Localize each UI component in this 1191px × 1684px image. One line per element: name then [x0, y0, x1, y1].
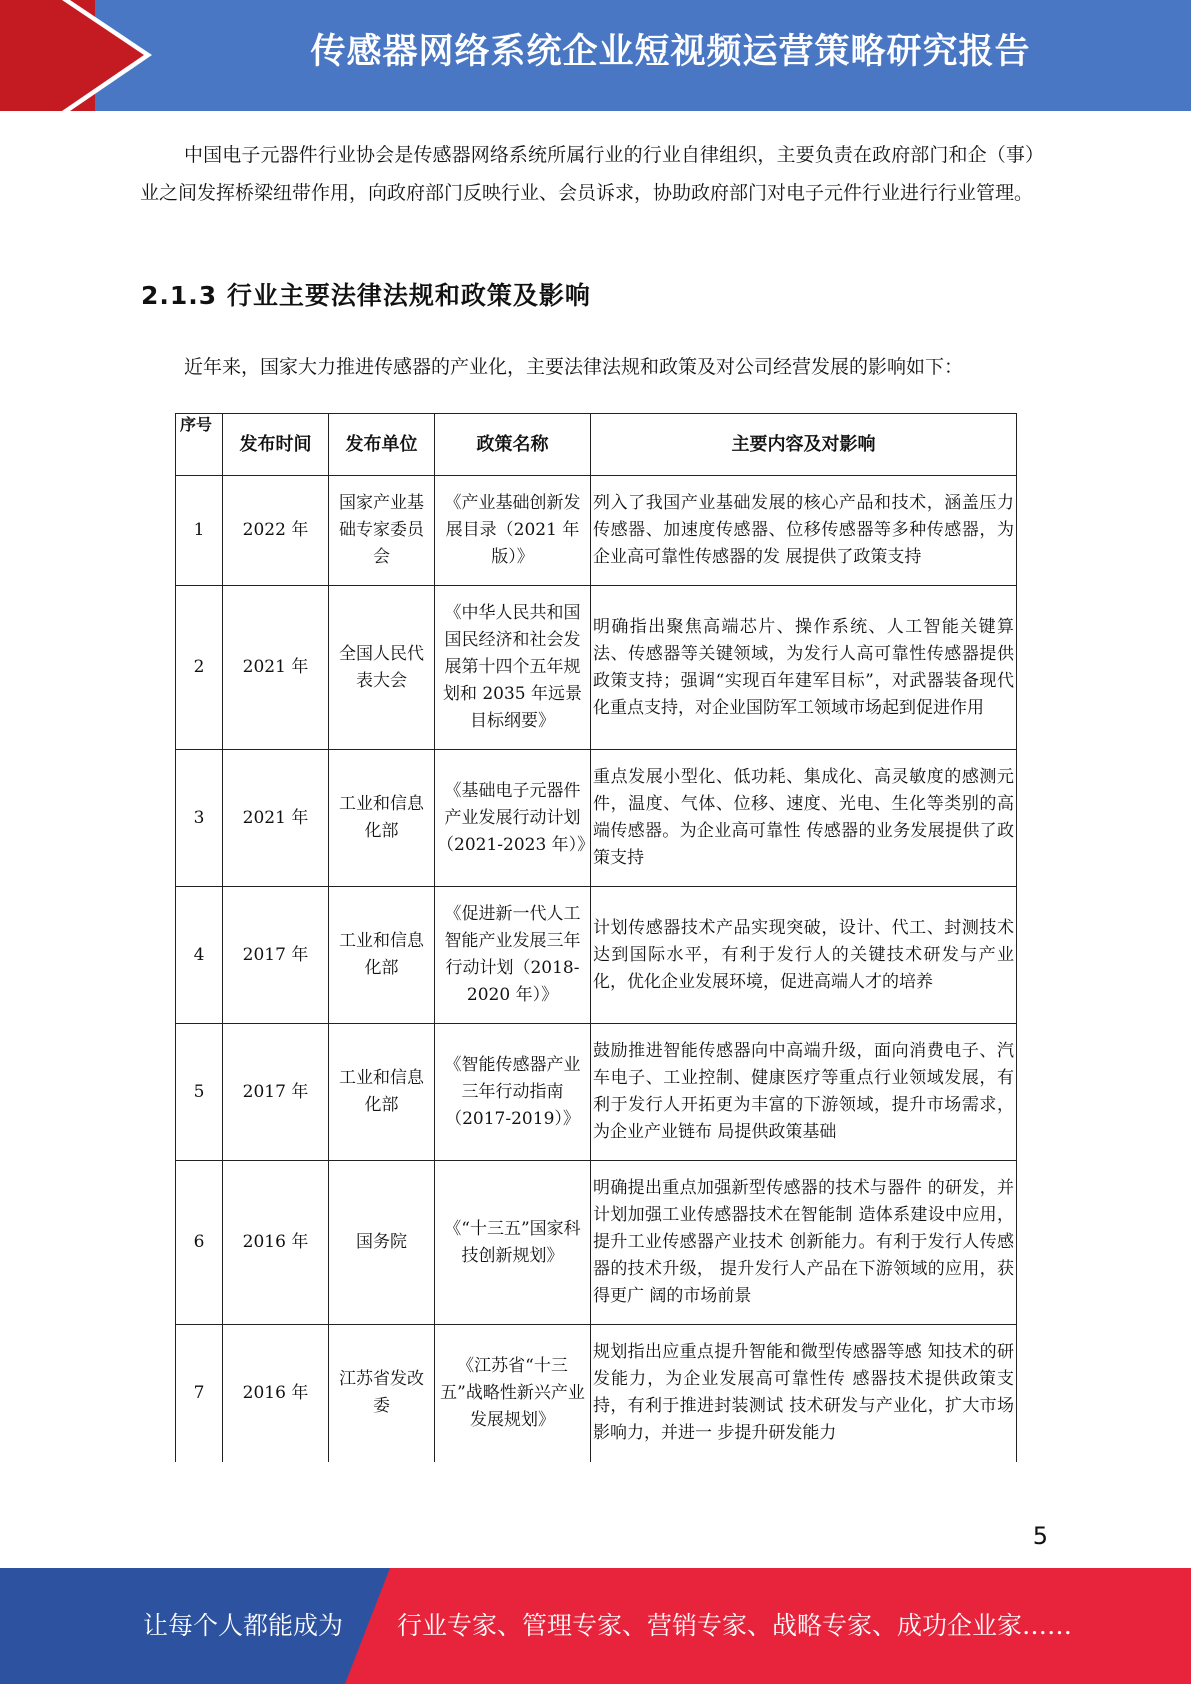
cell-content: 鼓励推进智能传感器向中高端升级，面向消费电子、汽车电子、工业控制、健康医疗等重点行业领域发展，有利于发行人开拓更为丰富的下游领域，提升市场需求，为企业产业链布 局提供政策基础	[591, 1024, 1017, 1161]
cell-issuer: 国家产业基础专家委员会	[329, 476, 435, 586]
page-footer	[0, 1568, 1191, 1684]
policy-table	[175, 413, 1017, 1462]
cell-date: 2016 年	[223, 1161, 329, 1325]
header-content: 主要内容及对影响	[591, 414, 1017, 476]
cell-seq: 4	[176, 887, 223, 1024]
header-issuer: 发布单位	[329, 414, 435, 476]
cell-policy-name: 《中华人民共和国国民经济和社会发展第十四个五年规划和 2035 年远景目标纲要》	[435, 586, 591, 750]
header-policy-name: 政策名称	[435, 414, 591, 476]
table-header-row	[176, 414, 1017, 476]
cell-issuer: 工业和信息化部	[329, 1024, 435, 1161]
cell-policy-name: 《产业基础创新发展目录（2021 年版）》	[435, 476, 591, 586]
cell-issuer: 国务院	[329, 1161, 435, 1325]
cell-issuer: 全国人民代表大会	[329, 586, 435, 750]
table-row	[176, 887, 1017, 1024]
cell-date: 2017 年	[223, 1024, 329, 1161]
cell-date: 2022 年	[223, 476, 329, 586]
cell-policy-name: 《智能传感器产业三年行动指南（2017-2019）》	[435, 1024, 591, 1161]
table-row	[176, 476, 1017, 586]
header-date: 发布时间	[223, 414, 329, 476]
cell-content: 规划指出应重点提升智能和微型传感器等感 知技术的研发能力，为企业发展高可靠性传 感器技术提供政策支持，有利于推进封装测试 技术研发与产业化，扩大市场影响力，并进一 步提升研发能力	[591, 1325, 1017, 1462]
footer-slogan-left: 让每个人都能成为	[143, 1611, 344, 1640]
cell-policy-name: 《基础电子元器件产业发展行动计划（2021-2023 年）》	[435, 750, 591, 887]
cell-content: 计划传感器技术产品实现突破，设计、代工、封测技术达到国际水平，有利于发行人的关键技术研发与产业化，优化企业发展环境，促进高端人才的培养	[591, 887, 1017, 1024]
intro-paragraph: 中国电子元器件行业协会是传感器网络系统所属行业的行业自律组织，主要负责在政府部门和企（事）业之间发挥桥梁纽带作用，向政府部门反映行业、会员诉求，协助政府部门对电子元件行业进行行业管理。	[140, 144, 1044, 204]
cell-content: 重点发展小型化、低功耗、集成化、高灵敏度的感测元件，温度、气体、位移、速度、光电、生化等类别的高端传感器。为企业高可靠性 传感器的业务发展提供了政策支持	[591, 750, 1017, 887]
cell-content: 明确提出重点加强新型传感器的技术与器件 的研发，并计划加强工业传感器技术在智能制 造体系建设中应用，提升工业传感器产业技术 创新能力。有利于发行人传感器的技术升级， 提升发行人产品在下游领域的应用，获得更广 阔的市场前景	[591, 1161, 1017, 1325]
header-arrow-icon	[0, 0, 144, 111]
cell-policy-name: 《促进新一代人工智能产业发展三年行动计划（2018-2020 年）》	[435, 887, 591, 1024]
cell-seq: 2	[176, 586, 223, 750]
header-seq: 序号	[176, 414, 223, 476]
cell-date: 2017 年	[223, 887, 329, 1024]
table-row	[176, 586, 1017, 750]
footer-slogan-right: 行业专家、管理专家、营销专家、战略专家、成功企业家……	[397, 1611, 1073, 1640]
cell-seq: 5	[176, 1024, 223, 1161]
table-row	[176, 1325, 1017, 1462]
cell-seq: 3	[176, 750, 223, 887]
table-row	[176, 1161, 1017, 1325]
cell-date: 2016 年	[223, 1325, 329, 1462]
cell-policy-name: 《江苏省“十三五”战略性新兴产业发展规划》	[435, 1325, 591, 1462]
cell-date: 2021 年	[223, 750, 329, 887]
table-row	[176, 750, 1017, 887]
table-row	[176, 1024, 1017, 1161]
lead-paragraph: 近年来，国家大力推进传感器的产业化，主要法律法规和政策及对公司经营发展的影响如下：	[184, 356, 964, 378]
cell-policy-name: 《“十三五”国家科技创新规划》	[435, 1161, 591, 1325]
cell-content: 明确指出聚焦高端芯片、操作系统、人工智能关键算法、传感器等关键领域，为发行人高可靠性传感器提供政策支持；强调“实现百年建军目标”，对武器装备现代化重点支持，对企业国防军工领域市场起到促进作用	[591, 586, 1017, 750]
cell-issuer: 江苏省发改委	[329, 1325, 435, 1462]
cell-date: 2021 年	[223, 586, 329, 750]
page-header	[0, 0, 1191, 111]
cell-seq: 7	[176, 1325, 223, 1462]
cell-issuer: 工业和信息化部	[329, 887, 435, 1024]
cell-seq: 6	[176, 1161, 223, 1325]
cell-issuer: 工业和信息化部	[329, 750, 435, 887]
page-number: 5	[1032, 1522, 1048, 1550]
report-title: 传感器网络系统企业短视频运营策略研究报告	[310, 32, 1031, 72]
cell-seq: 1	[176, 476, 223, 586]
cell-content: 列入了我国产业基础发展的核心产品和技术，涵盖压力传感器、加速度传感器、位移传感器等多种传感器，为企业高可靠性传感器的发 展提供了政策支持	[591, 476, 1017, 586]
section-heading: 2.1.3 行业主要法律法规和政策及影响	[141, 281, 591, 310]
